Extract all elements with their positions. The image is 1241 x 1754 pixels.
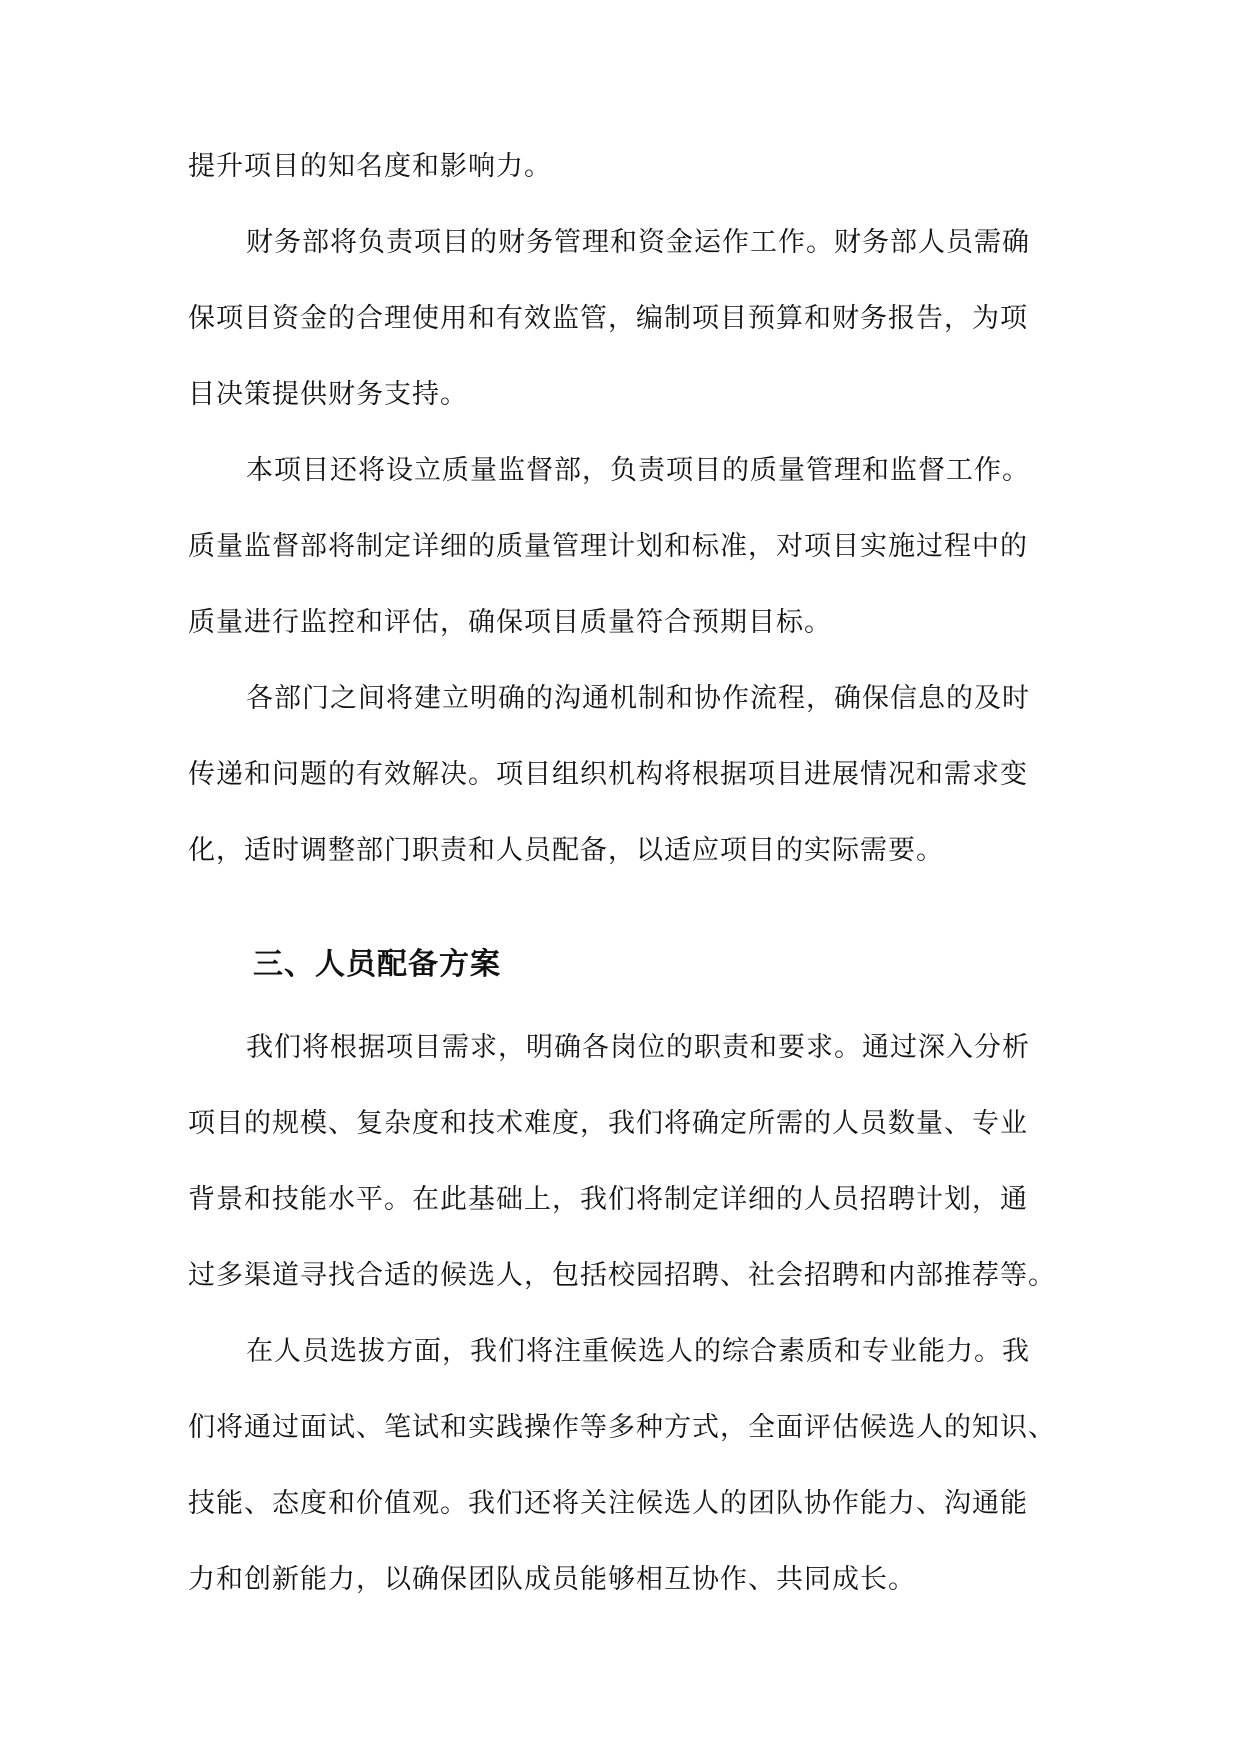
text-line: 质量进行监控和评估，确保项目质量符合预期目标。: [188, 607, 832, 638]
text-line: 项目的规模、复杂度和技术难度，我们将确定所需的人员数量、专业: [188, 1108, 1028, 1139]
text-line: 背景和技能水平。在此基础上，我们将制定详细的人员招聘计划，通: [188, 1184, 1028, 1215]
text-line: 传递和问题的有效解决。项目组织机构将根据项目进展情况和需求变: [188, 759, 1028, 790]
text-line: 我们将根据项目需求，明确各岗位的职责和要求。通过深入分析: [246, 1032, 1030, 1063]
text-line: 目决策提供财务支持。: [188, 379, 468, 410]
section-heading: 三、人员配备方案: [253, 947, 501, 982]
text-line: 技能、态度和价值观。我们还将关注候选人的团队协作能力、沟通能: [188, 1488, 1028, 1519]
text-line: 化，适时调整部门职责和人员配备，以适应项目的实际需要。: [188, 835, 944, 866]
text-line: 提升项目的知名度和影响力。: [188, 151, 552, 182]
text-line: 过多渠道寻找合适的候选人，包括校园招聘、社会招聘和内部推荐等。: [188, 1260, 1056, 1291]
text-line: 质量监督部将制定详细的质量管理计划和标准，对项目实施过程中的: [188, 531, 1028, 562]
text-line: 力和创新能力，以确保团队成员能够相互协作、共同成长。: [188, 1564, 916, 1595]
text-line: 保项目资金的合理使用和有效监管，编制项目预算和财务报告，为项: [188, 303, 1028, 334]
text-line: 在人员选拔方面，我们将注重候选人的综合素质和专业能力。我: [246, 1336, 1030, 1367]
text-line: 本项目还将设立质量监督部，负责项目的质量管理和监督工作。: [246, 455, 1030, 486]
text-line: 各部门之间将建立明确的沟通机制和协作流程，确保信息的及时: [246, 683, 1030, 714]
text-line: 们将通过面试、笔试和实践操作等多种方式，全面评估候选人的知识、: [188, 1412, 1056, 1443]
text-line: 财务部将负责项目的财务管理和资金运作工作。财务部人员需确: [246, 227, 1030, 258]
